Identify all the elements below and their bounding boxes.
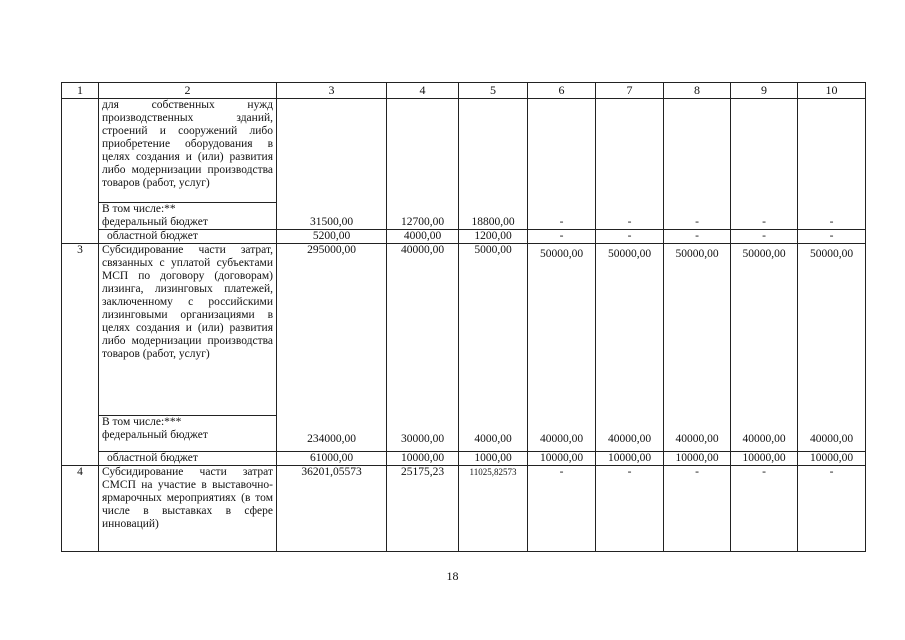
row-3-federal-v10: 40000,00 bbox=[798, 429, 866, 451]
row-3-federal-v6: 40000,00 bbox=[528, 429, 596, 451]
row-3-v9: 50000,00 bbox=[731, 244, 798, 416]
row-3-v6: 50000,00 bbox=[528, 244, 596, 416]
row-2-regional-v4: 4000,00 bbox=[387, 230, 459, 244]
row-2-federal-v8: - bbox=[664, 216, 731, 230]
row-2-regional-v8: - bbox=[664, 230, 731, 244]
row-2-regional bbox=[62, 230, 866, 244]
col-header-3: 3 bbox=[277, 83, 387, 99]
col-header-7: 7 bbox=[596, 83, 664, 99]
row-3-v4: 40000,00 bbox=[387, 244, 459, 416]
row-2-federal-label: федеральный бюджет bbox=[99, 216, 277, 230]
row-2-regional-v3: 5200,00 bbox=[277, 230, 387, 244]
col-header-9: 9 bbox=[731, 83, 798, 99]
row-4-description: Субсидирование части затрат СМСП на участие в выставочно-ярмарочных мероприятиях (в том числе в выставках в сфере инноваций) bbox=[99, 465, 277, 551]
col-header-8: 8 bbox=[664, 83, 731, 99]
row-4-v6: - bbox=[528, 465, 596, 551]
col-header-10: 10 bbox=[798, 83, 866, 99]
col-header-6: 6 bbox=[528, 83, 596, 99]
row-3-regional-v8: 10000,00 bbox=[664, 451, 731, 465]
row-2-regional-v5: 1200,00 bbox=[459, 230, 528, 244]
row-3-regional-v4: 10000,00 bbox=[387, 451, 459, 465]
row-2-regional-v9: - bbox=[731, 230, 798, 244]
row-2-including bbox=[62, 203, 866, 217]
row-2-description-text: для собственных нужд производственных зданий, строений и сооружений либо приобретение оборудования в целях создания и (или) развития либо модернизации производства товаров (работ, услуг) bbox=[99, 99, 277, 203]
row-3-regional-label: областной бюджет bbox=[99, 451, 277, 465]
row-3-regional-v9: 10000,00 bbox=[731, 451, 798, 465]
row-3-v3: 295000,00 bbox=[277, 244, 387, 416]
row-4-v3: 36201,05573 bbox=[277, 465, 387, 551]
row-2-regional-v10: - bbox=[798, 230, 866, 244]
row-3-v7: 50000,00 bbox=[596, 244, 664, 416]
row-3-federal-v4: 30000,00 bbox=[387, 429, 459, 451]
row-3-regional-v3: 61000,00 bbox=[277, 451, 387, 465]
row-3-federal-v8: 40000,00 bbox=[664, 429, 731, 451]
row-3-federal-v3: 234000,00 bbox=[277, 429, 387, 451]
row-3-federal-v7: 40000,00 bbox=[596, 429, 664, 451]
row-2-number-cell bbox=[62, 99, 99, 244]
row-2-federal-v5: 18800,00 bbox=[459, 216, 528, 230]
page-number: 18 bbox=[446, 569, 459, 583]
row-4-v4: 25175,23 bbox=[387, 465, 459, 551]
row-2-federal-v9: - bbox=[731, 216, 798, 230]
row-2-federal bbox=[62, 216, 866, 230]
col-header-1: 1 bbox=[62, 83, 99, 99]
row-2-federal-v6: - bbox=[528, 216, 596, 230]
row-4-number: 4 bbox=[62, 465, 99, 551]
row-2-including-label: В том числе:** bbox=[99, 203, 277, 217]
row-3-regional-v6: 10000,00 bbox=[528, 451, 596, 465]
row-3-regional-v7: 10000,00 bbox=[596, 451, 664, 465]
row-2-regional-label: областной бюджет bbox=[99, 230, 277, 244]
row-4-v7: - bbox=[596, 465, 664, 551]
row-3-federal bbox=[62, 429, 866, 451]
col-header-4: 4 bbox=[387, 83, 459, 99]
row-3-including bbox=[62, 416, 866, 430]
col-header-5: 5 bbox=[459, 83, 528, 99]
row-2-description bbox=[62, 99, 866, 203]
col-header-2: 2 bbox=[99, 83, 277, 99]
row-3-regional-v10: 10000,00 bbox=[798, 451, 866, 465]
row-3-description: Субсидирование части затрат, связанных с уплатой субъектами МСП по договору (договорам) лизинга, лизинговых платежей, заключенному с российскими лизинговыми организациями в целях создания и (или) развития либо модернизации производства товаров (работ, услуг) bbox=[99, 244, 277, 416]
row-2-regional-v6: - bbox=[528, 230, 596, 244]
row-2-federal-v10: - bbox=[798, 216, 866, 230]
row-2-federal-v7: - bbox=[596, 216, 664, 230]
row-3-including-label: В том числе:*** bbox=[99, 416, 277, 430]
row-2-regional-v7: - bbox=[596, 230, 664, 244]
row-3-main bbox=[62, 244, 866, 416]
row-4-v9: - bbox=[731, 465, 798, 551]
row-3-federal-label: федеральный бюджет bbox=[99, 429, 277, 451]
row-3-federal-v5: 4000,00 bbox=[459, 429, 528, 451]
row-3-federal-v9: 40000,00 bbox=[731, 429, 798, 451]
row-2-federal-v4: 12700,00 bbox=[387, 216, 459, 230]
row-4-v8: - bbox=[664, 465, 731, 551]
row-3-number: 3 bbox=[62, 244, 99, 466]
row-3-v10: 50000,00 bbox=[798, 244, 866, 416]
row-3-v8: 50000,00 bbox=[664, 244, 731, 416]
row-2-federal-v3: 31500,00 bbox=[277, 216, 387, 230]
row-3-regional bbox=[62, 451, 866, 465]
column-number-row bbox=[62, 83, 866, 99]
row-3-v5: 5000,00 bbox=[459, 244, 528, 416]
row-4-main bbox=[62, 465, 866, 551]
row-4-v10: - bbox=[798, 465, 866, 551]
row-4-v5: 11025,82573 bbox=[459, 465, 528, 551]
budget-table bbox=[61, 82, 866, 552]
row-3-regional-v5: 1000,00 bbox=[459, 451, 528, 465]
